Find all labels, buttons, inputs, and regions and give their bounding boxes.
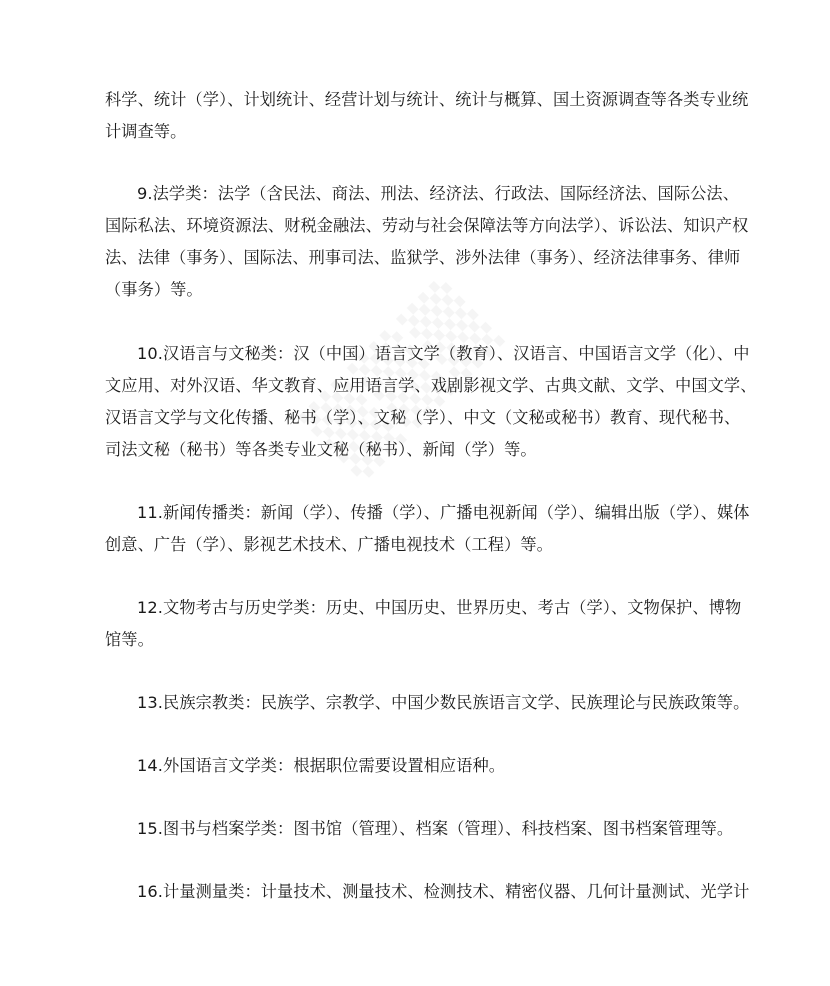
paragraph-item-11 bbox=[105, 497, 750, 561]
text-line: 汉语言文学与文化传播、秘书（学）、文秘（学）、中文（文秘或秘书）教育、现代秘书、 bbox=[105, 408, 741, 427]
text-line: 11.新闻传播类：新闻（学）、传播（学）、广播电视新闻（学）、编辑出版（学）、媒体 bbox=[137, 503, 750, 522]
text-line: 13.民族宗教类：民族学、宗教学、中国少数民族语言文学、民族理论与民族政策等。 bbox=[137, 693, 750, 712]
text-line: 国际私法、环境资源法、财税金融法、劳动与社会保障法等方向法学）、诉讼法、知识产权 bbox=[105, 216, 749, 235]
paragraph-item-9 bbox=[105, 178, 749, 306]
text-line: 9.法学类：法学（含民法、商法、刑法、经济法、行政法、国际经济法、国际公法、 bbox=[137, 184, 739, 203]
text-line: 法、法律（事务）、国际法、刑事司法、监狱学、涉外法律（事务）、经济法律事务、律师 bbox=[105, 248, 741, 267]
text-line: 司法文秘（秘书）等各类专业文秘（秘书）、新闻（学）等。 bbox=[105, 440, 537, 459]
text-line: 10.汉语言与文秘类：汉（中国）语言文学（教育）、汉语言、中国语言文学（化）、中 bbox=[137, 344, 750, 363]
text-line: 创意、广告（学）、影视艺术技术、广播电视技术（工程）等。 bbox=[105, 535, 553, 554]
text-line: （事务）等。 bbox=[105, 280, 203, 299]
paragraph-item-12 bbox=[105, 592, 742, 656]
paragraph-item-16 bbox=[105, 876, 750, 908]
text-line: 15.图书与档案学类：图书馆（管理）、档案（管理）、科技档案、图书档案管理等。 bbox=[137, 819, 734, 838]
text-line: 14.外国语言文学类：根据职位需要设置相应语种。 bbox=[137, 756, 506, 775]
paragraph-continuation bbox=[105, 84, 749, 148]
text-line: 文应用、对外汉语、华文教育、应用语言学、戏剧影视文学、古典文献、文学、中国文学、 bbox=[105, 376, 757, 395]
paragraph-item-13 bbox=[105, 687, 750, 719]
text-line: 计调查等。 bbox=[105, 122, 187, 141]
paragraph-item-14 bbox=[105, 750, 723, 782]
paragraph-item-10 bbox=[105, 338, 757, 466]
text-line: 科学、统计（学）、计划统计、经营计划与统计、统计与概算、国土资源调查等各类专业统 bbox=[105, 90, 749, 109]
text-line: 16.计量测量类：计量技术、测量技术、检测技术、精密仪器、几何计量测试、光学计 bbox=[137, 882, 750, 901]
text-line: 馆等。 bbox=[105, 630, 154, 649]
paragraph-item-15 bbox=[105, 813, 734, 845]
text-line: 12.文物考古与历史学类：历史、中国历史、世界历史、考古（学）、文物保护、博物 bbox=[137, 598, 742, 617]
